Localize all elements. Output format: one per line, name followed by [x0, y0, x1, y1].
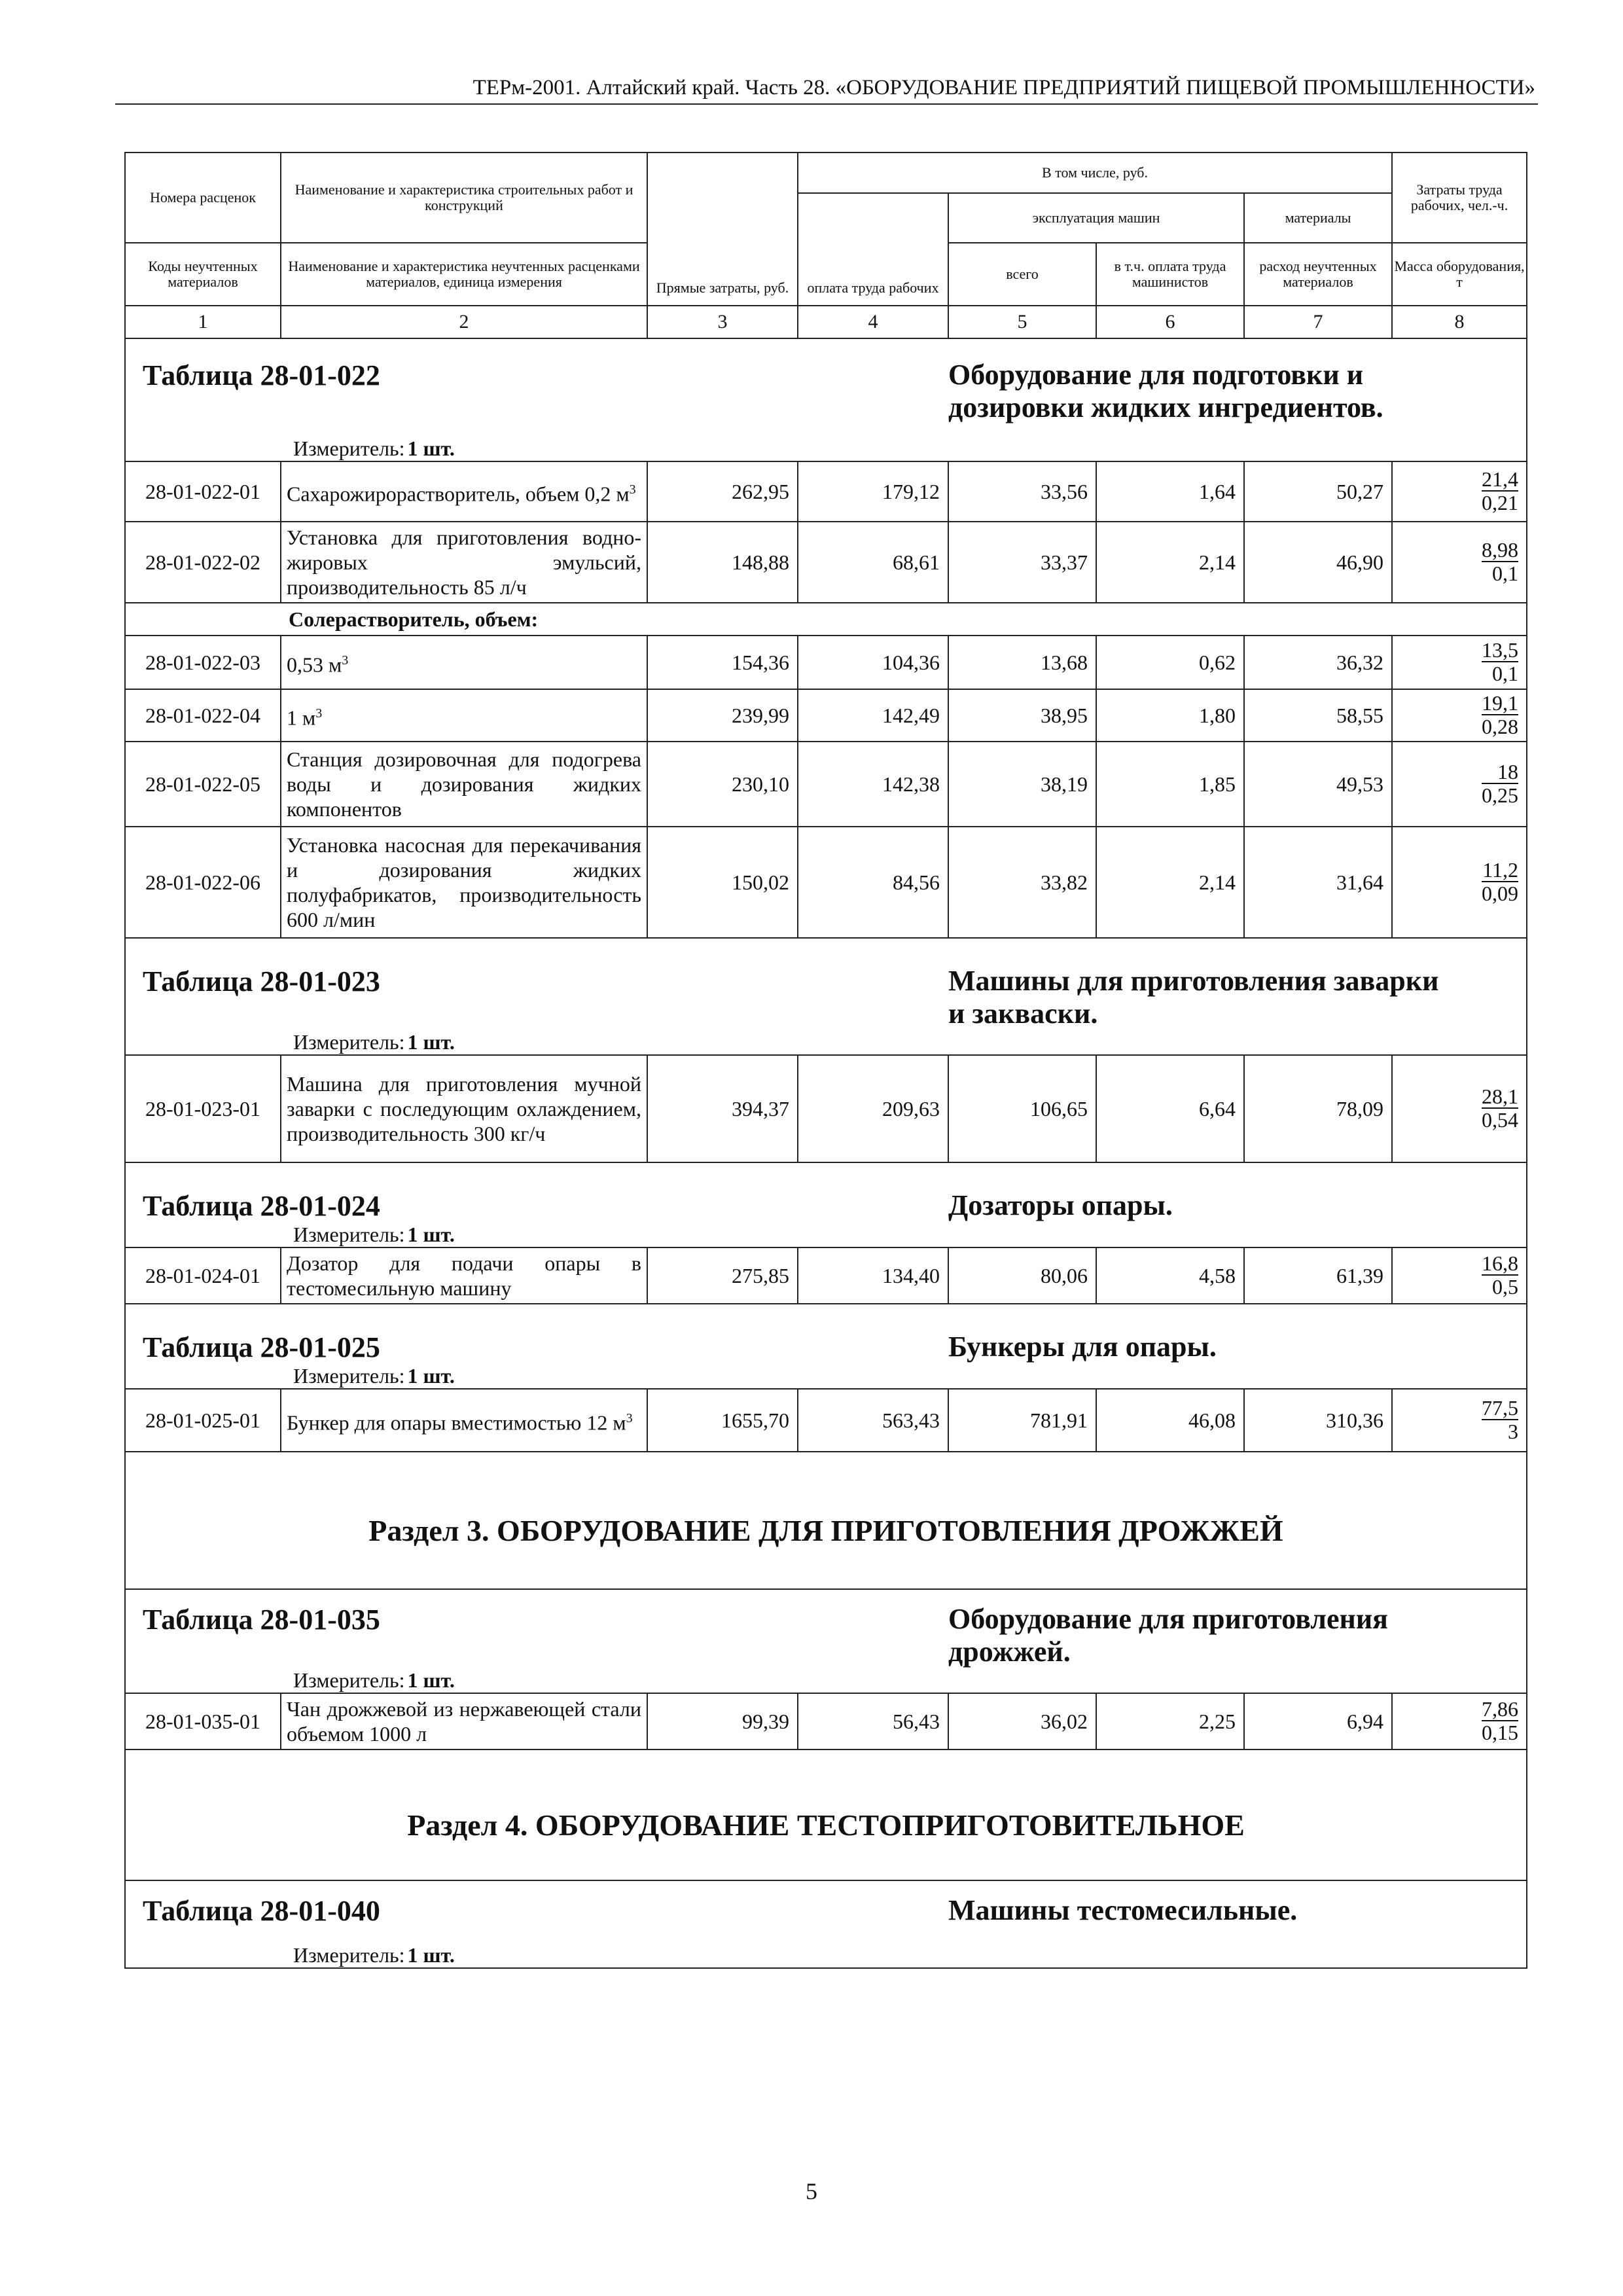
cost-c7: 58,55 [1244, 689, 1392, 742]
materials-header: материалы [1244, 193, 1392, 243]
cost-c3: 239,99 [647, 689, 798, 742]
cost-c3: 230,10 [647, 742, 798, 827]
unit-superscript: 3 [315, 706, 323, 721]
equipment-mass: 0,15 [1482, 1721, 1519, 1744]
subheading-row [125, 603, 1527, 636]
labor-mass [1392, 1389, 1527, 1452]
work-name-text: Машина для приготовления мучной заварки с последующим охлаждением, производительность 300 кг/ч [287, 1072, 641, 1145]
equipment-mass: 0,54 [1482, 1108, 1519, 1132]
col-number: 4 [798, 306, 948, 338]
cost-c4: 104,36 [798, 636, 948, 689]
table-description: Машины для приготовления заварки и закваски. [948, 965, 1439, 1030]
measure-label: Измеритель: [293, 1364, 405, 1388]
labor-mass [1392, 636, 1527, 689]
equipment-mass: 0,5 [1492, 1275, 1519, 1299]
cost-c5: 38,19 [948, 742, 1096, 827]
equipment-mass: 3 [1508, 1420, 1519, 1443]
work-name [281, 1055, 647, 1162]
cost-c5: 80,06 [948, 1247, 1096, 1304]
table-row [125, 522, 1527, 603]
table-row [125, 461, 1527, 522]
rate-code: 28-01-022-05 [125, 742, 281, 827]
rate-code: 28-01-023-01 [125, 1055, 281, 1162]
work-name [281, 461, 647, 522]
cost-c5: 106,65 [948, 1055, 1096, 1162]
equipment-mass: 0,28 [1482, 715, 1519, 738]
labor-mass [1392, 1693, 1527, 1749]
measure-row [125, 1934, 1527, 1968]
cost-c4: 84,56 [798, 827, 948, 938]
measure-cell [125, 1934, 1527, 1968]
work-name-text: Бункер для опары вместимостью 12 м [287, 1410, 626, 1435]
labor-mass-fraction [1482, 468, 1518, 514]
labor-hours: 19,1 [1482, 691, 1519, 715]
cost-c7: 31,64 [1244, 827, 1392, 938]
work-name-text: Станция дозировочная для подогрева воды и дозирования жидких компонентов [287, 747, 641, 821]
rate-code: 28-01-022-03 [125, 636, 281, 689]
table-desc-cell [948, 1162, 1527, 1223]
table-row [125, 1055, 1527, 1162]
col7-header: расход неучтенных материалов [1244, 243, 1392, 306]
cost-c5: 33,82 [948, 827, 1096, 938]
measure-cell [125, 1223, 1527, 1247]
work-name-text: Установка насосная для перекачивания и дозирования жидких полуфабрикатов, производительность 600 л/мин [287, 833, 641, 931]
table-title-cell [125, 338, 948, 437]
cost-c7: 49,53 [1244, 742, 1392, 827]
measure-cell [125, 1364, 1527, 1389]
table-desc-cell [948, 1589, 1527, 1668]
work-name [281, 1247, 647, 1304]
work-name [281, 522, 647, 603]
table-desc-cell [948, 1880, 1527, 1934]
cost-c7: 6,94 [1244, 1693, 1392, 1749]
work-name [281, 1693, 647, 1749]
col-number: 1 [125, 306, 281, 338]
cost-c3: 262,95 [647, 461, 798, 522]
measure-row [125, 1223, 1527, 1247]
measure-row [125, 1364, 1527, 1389]
subheading-cell: Солерастворитель, объем: [281, 603, 1527, 636]
work-name-text: Сахарожирорастворитель, объем 0,2 м [287, 482, 630, 506]
cost-c7: 78,09 [1244, 1055, 1392, 1162]
col5-header: всего [948, 243, 1096, 306]
work-name-text: 0,53 м [287, 653, 342, 677]
cost-c6: 2,25 [1096, 1693, 1244, 1749]
labor-mass-fraction [1482, 859, 1518, 905]
measure-cell [125, 437, 1527, 461]
cost-c3: 99,39 [647, 1693, 798, 1749]
cost-c6: 2,14 [1096, 827, 1244, 938]
labor-hours: 16,8 [1482, 1251, 1519, 1275]
work-name-text: Установка для приготовления водно-жировых эмульсий, производительность 85 л/ч [287, 526, 641, 599]
labor-mass-fraction [1482, 639, 1518, 685]
cost-c7: 36,32 [1244, 636, 1392, 689]
rate-code: 28-01-022-04 [125, 689, 281, 742]
table-desc-cell [948, 938, 1527, 1030]
cost-c6: 46,08 [1096, 1389, 1244, 1452]
labor-hours: 21,4 [1482, 467, 1519, 491]
cost-c4: 179,12 [798, 461, 948, 522]
col-number: 3 [647, 306, 798, 338]
rate-code: 28-01-024-01 [125, 1247, 281, 1304]
work-name-text: Дозатор для подачи опары в тестомесильную машину [287, 1251, 641, 1300]
cost-c5: 781,91 [948, 1389, 1096, 1452]
measure-value: 1 шт. [407, 1668, 455, 1692]
work-name [281, 1389, 647, 1452]
table-row [125, 636, 1527, 689]
cost-c5: 36,02 [948, 1693, 1096, 1749]
labor-mass-fraction [1482, 1397, 1518, 1443]
table-row [125, 1247, 1527, 1304]
col2-header-bot: Наименование и характеристика неучтенных расценками материалов, единица измерения [281, 243, 647, 306]
work-name [281, 827, 647, 938]
work-name [281, 742, 647, 827]
measure-row [125, 1030, 1527, 1055]
table-description: Бункеры для опары. [948, 1331, 1217, 1363]
col-number: 6 [1096, 306, 1244, 338]
col-number: 8 [1392, 306, 1527, 338]
table-title-row [125, 338, 1527, 437]
cost-c3: 154,36 [647, 636, 798, 689]
cost-c6: 2,14 [1096, 522, 1244, 603]
measure-label: Измеритель: [293, 1668, 405, 1692]
col-number: 5 [948, 306, 1096, 338]
measure-cell [125, 1668, 1527, 1693]
rate-code: 28-01-035-01 [125, 1693, 281, 1749]
table-description: Оборудование для подготовки и дозировки жидких ингредиентов. [948, 359, 1383, 423]
column-numbers-row [125, 306, 1527, 338]
labor-mass-fraction [1482, 1698, 1518, 1744]
measure-row [125, 1668, 1527, 1693]
col8-header-bot: Масса оборудования, т [1392, 243, 1527, 306]
labor-mass [1392, 1247, 1527, 1304]
measure-label: Измеритель: [293, 1943, 405, 1967]
col6-header: в т.ч. оплата труда машинистов [1096, 243, 1244, 306]
cost-c4: 134,40 [798, 1247, 948, 1304]
cost-c5: 33,37 [948, 522, 1096, 603]
table-row [125, 742, 1527, 827]
labor-mass [1392, 827, 1527, 938]
table-title: Таблица 28-01-035 [143, 1604, 380, 1636]
rates-table [124, 152, 1527, 1969]
measure-cell [125, 1030, 1527, 1055]
cost-c4: 209,63 [798, 1055, 948, 1162]
labor-hours: 7,86 [1482, 1697, 1519, 1721]
unit-superscript: 3 [626, 1410, 633, 1426]
labor-hours: 28,1 [1482, 1085, 1519, 1108]
table-title: Таблица 28-01-025 [143, 1331, 380, 1363]
page-number: 5 [806, 2178, 817, 2204]
table-row [125, 1693, 1527, 1749]
rate-code: 28-01-025-01 [125, 1389, 281, 1452]
labor-hours: 77,5 [1482, 1396, 1519, 1420]
cost-c6: 1,80 [1096, 689, 1244, 742]
cost-c5: 33,56 [948, 461, 1096, 522]
labor-mass [1392, 522, 1527, 603]
cost-c3: 1655,70 [647, 1389, 798, 1452]
measure-label: Измеритель: [293, 1223, 405, 1246]
table-title-row [125, 1162, 1527, 1223]
col3-header: Прямые затраты, руб. [647, 152, 798, 306]
work-name [281, 636, 647, 689]
col4-header: оплата труда рабочих [798, 193, 948, 306]
cost-c3: 275,85 [647, 1247, 798, 1304]
table-title: Таблица 28-01-040 [143, 1895, 380, 1927]
labor-mass-fraction [1482, 761, 1518, 806]
table-title-row [125, 1589, 1527, 1668]
cost-c4: 56,43 [798, 1693, 948, 1749]
table-title: Таблица 28-01-022 [143, 359, 380, 391]
cost-c6: 0,62 [1096, 636, 1244, 689]
col1-header-bot: Коды неучтенных материалов [125, 243, 281, 306]
labor-mass-fraction [1482, 692, 1518, 738]
table-title-cell [125, 938, 948, 1030]
section-row [125, 1452, 1527, 1589]
table-title: Таблица 28-01-023 [143, 965, 380, 997]
labor-hours: 8,98 [1482, 538, 1519, 562]
labor-hours: 11,2 [1482, 858, 1519, 882]
col2-header-top: Наименование и характеристика строительных работ и конструкций [281, 152, 647, 243]
col1-header-top: Номера расценок [125, 152, 281, 243]
table-title-row [125, 1304, 1527, 1364]
unit-superscript: 3 [629, 482, 636, 497]
equipment-mass: 0,1 [1492, 662, 1519, 685]
measure-row [125, 437, 1527, 461]
cost-c3: 150,02 [647, 827, 798, 938]
running-title: ТЕРм-2001. Алтайский край. Часть 28. «ОБОРУДОВАНИЕ ПРЕДПРИЯТИЙ ПИЩЕВОЙ ПРОМЫШЛЕННОСТИ» [473, 76, 1535, 99]
labor-mass [1392, 689, 1527, 742]
labor-mass-fraction [1482, 1085, 1518, 1131]
table-title-cell [125, 1880, 948, 1934]
table-row [125, 1389, 1527, 1452]
table-title-cell [125, 1304, 948, 1364]
cost-c4: 68,61 [798, 522, 948, 603]
rate-code: 28-01-022-02 [125, 522, 281, 603]
work-name-text: Чан дрожжевой из нержавеющей стали объемом 1000 л [287, 1697, 641, 1746]
measure-value: 1 шт. [407, 1943, 455, 1967]
measure-label: Измеритель: [293, 437, 405, 460]
cost-c7: 310,36 [1244, 1389, 1392, 1452]
labor-hours: 18 [1482, 761, 1518, 784]
cost-c6: 1,85 [1096, 742, 1244, 827]
measure-value: 1 шт. [407, 1364, 455, 1388]
cost-c7: 46,90 [1244, 522, 1392, 603]
table-desc-cell [948, 1304, 1527, 1364]
cost-c4: 142,38 [798, 742, 948, 827]
cost-c7: 61,39 [1244, 1247, 1392, 1304]
rate-code: 28-01-022-06 [125, 827, 281, 938]
cost-c4: 563,43 [798, 1389, 948, 1452]
cost-c7: 50,27 [1244, 461, 1392, 522]
section-row [125, 1749, 1527, 1880]
table-title-cell [125, 1589, 948, 1668]
incl-header: В том числе, руб. [798, 152, 1392, 193]
labor-mass [1392, 1055, 1527, 1162]
machines-header: эксплуатация машин [948, 193, 1244, 243]
table-row [125, 689, 1527, 742]
labor-mass [1392, 461, 1527, 522]
measure-value: 1 шт. [407, 1223, 455, 1246]
unit-superscript: 3 [342, 653, 349, 668]
measure-value: 1 шт. [407, 437, 455, 460]
col-number: 2 [281, 306, 647, 338]
table-desc-cell [948, 338, 1527, 437]
table-title-row [125, 938, 1527, 1030]
table-description: Дозаторы опары. [948, 1189, 1173, 1221]
table-description: Оборудование для приготовления дрожжей. [948, 1603, 1388, 1668]
table-row [125, 827, 1527, 938]
measure-label: Измеритель: [293, 1030, 405, 1054]
work-name-text: 1 м [287, 706, 316, 730]
measure-value: 1 шт. [407, 1030, 455, 1054]
table-title-cell [125, 1162, 948, 1223]
cost-c6: 6,64 [1096, 1055, 1244, 1162]
section-heading: Раздел 4. ОБОРУДОВАНИЕ ТЕСТОПРИГОТОВИТЕЛЬНОЕ [407, 1808, 1245, 1842]
section-heading: Раздел 3. ОБОРУДОВАНИЕ ДЛЯ ПРИГОТОВЛЕНИЯ ДРОЖЖЕЙ [368, 1513, 1283, 1547]
work-name [281, 689, 647, 742]
cost-c6: 1,64 [1096, 461, 1244, 522]
cost-c5: 13,68 [948, 636, 1096, 689]
cost-c3: 394,37 [647, 1055, 798, 1162]
cost-c3: 148,88 [647, 522, 798, 603]
running-header [115, 73, 1538, 105]
col-number: 7 [1244, 306, 1392, 338]
col8-header-top: Затраты труда рабочих, чел.-ч. [1392, 152, 1527, 243]
labor-mass-fraction [1482, 539, 1518, 584]
equipment-mass: 0,1 [1492, 562, 1519, 585]
table-title-row [125, 1880, 1527, 1934]
table-description: Машины тестомесильные. [948, 1894, 1298, 1926]
section-cell [125, 1749, 1527, 1880]
subheading-blank [125, 603, 281, 636]
cost-c4: 142,49 [798, 689, 948, 742]
labor-hours: 13,5 [1482, 638, 1519, 662]
equipment-mass: 0,21 [1482, 491, 1519, 514]
equipment-mass: 0,09 [1482, 882, 1519, 905]
section-cell [125, 1452, 1527, 1589]
labor-mass-fraction [1482, 1252, 1518, 1298]
table-title: Таблица 28-01-024 [143, 1190, 380, 1222]
labor-mass [1392, 742, 1527, 827]
header-row-1 [125, 152, 1527, 193]
cost-c5: 38,95 [948, 689, 1096, 742]
cost-c6: 4,58 [1096, 1247, 1244, 1304]
rate-code: 28-01-022-01 [125, 461, 281, 522]
equipment-mass: 0,25 [1482, 783, 1519, 807]
